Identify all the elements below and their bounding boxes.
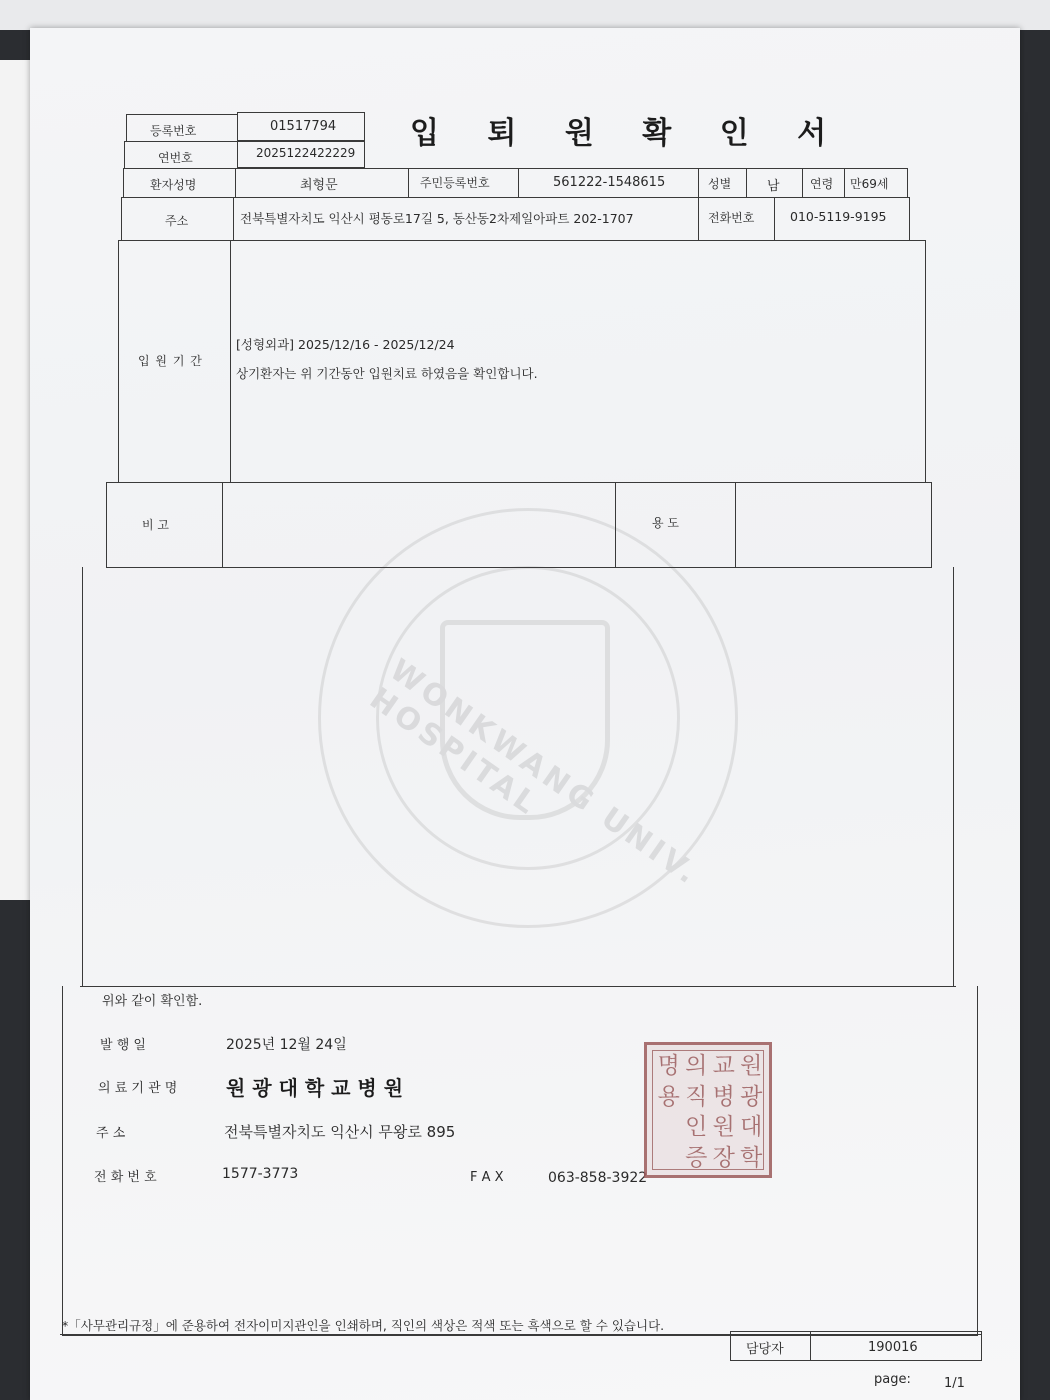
confirm-text: 위와 같이 확인함. (102, 994, 203, 1009)
seal-character: 병 (712, 1083, 735, 1110)
remarks-label: 비 고 (142, 518, 169, 532)
patient-name: 최형문 (300, 178, 338, 193)
seal-character: 학 (740, 1144, 763, 1171)
seal-character: 원 (740, 1053, 763, 1079)
phone-label: 전화번호 (708, 211, 755, 225)
page-label: page: (874, 1372, 911, 1387)
admission-label: 입 원 기 간 (138, 354, 203, 368)
seal-character: 직 (685, 1083, 708, 1110)
seal-character: 의 (685, 1053, 708, 1079)
serial-number: 2025122422229 (256, 146, 356, 160)
fax-label: F A X (470, 1170, 504, 1185)
inst-address: 전북특별자치도 익산시 무왕로 895 (224, 1123, 456, 1141)
seal-character: 광 (740, 1083, 763, 1110)
fax-value: 063-858-3922 (548, 1170, 648, 1186)
seal-character: 원 (712, 1114, 735, 1140)
manager-label: 담당자 (746, 1342, 784, 1357)
seal-character: 교 (712, 1053, 735, 1079)
seal-character: 대 (740, 1114, 763, 1140)
purpose-label: 용 도 (652, 516, 679, 530)
blank-area (82, 567, 954, 987)
address-label: 주소 (165, 214, 189, 228)
footnote: *「사무관리규정」에 준용하여 전자이미지관인을 인쇄하며, 직인의 색상은 적색 또는 흑색으로 할 수 있습니다. (62, 1318, 665, 1333)
page-number: 1/1 (944, 1376, 965, 1391)
desk-background (0, 0, 1050, 30)
hospital-seal-stamp (644, 1042, 772, 1178)
resident-no: 561222-1548615 (553, 175, 666, 190)
seal-character: 인 (685, 1114, 708, 1140)
age-label: 연령 (810, 177, 834, 191)
gender-value: 남 (767, 179, 780, 194)
issue-date: 2025년 12월 24일 (226, 1037, 347, 1053)
hospital-watermark-logo: WONKWANG UNIV. HOSPITAL (318, 508, 738, 928)
patient-name-label: 환자성명 (150, 178, 197, 192)
inst-phone: 1577-3773 (222, 1166, 299, 1182)
issue-date-label: 발 행 일 (100, 1038, 146, 1053)
seal-character: 용 (657, 1083, 680, 1110)
registration-number: 01517794 (270, 119, 337, 134)
seal-character: 명 (657, 1053, 680, 1079)
address-value: 전북특별자치도 익산시 평동로17길 5, 동산동2차제일아파트 202-1707 (240, 211, 634, 226)
institution-name: 원 광 대 학 교 병 원 (226, 1076, 404, 1100)
manager-id: 190016 (868, 1340, 918, 1355)
age-value: 만69세 (850, 177, 889, 191)
serial-label: 연번호 (158, 151, 193, 165)
gender-label: 성별 (708, 177, 732, 191)
phone-value: 010-5119-9195 (790, 209, 887, 224)
inst-phone-label: 전 화 번 호 (94, 1170, 157, 1185)
inst-address-label: 주 소 (96, 1126, 126, 1141)
institution-label: 의 료 기 관 명 (98, 1081, 178, 1096)
resident-no-label: 주민등록번호 (420, 176, 490, 190)
paper-stack-edge (0, 60, 32, 900)
registration-label: 등록번호 (150, 124, 197, 138)
page-title: 입 퇴 원 확 인 서 (410, 116, 846, 151)
admission-period: [성형외과] 2025/12/16 - 2025/12/24 (236, 337, 455, 352)
admission-statement: 상기환자는 위 기간동안 입원치료 하였음을 확인합니다. (236, 366, 538, 381)
seal-character: 장 (712, 1144, 735, 1171)
seal-character: 증 (685, 1144, 708, 1171)
